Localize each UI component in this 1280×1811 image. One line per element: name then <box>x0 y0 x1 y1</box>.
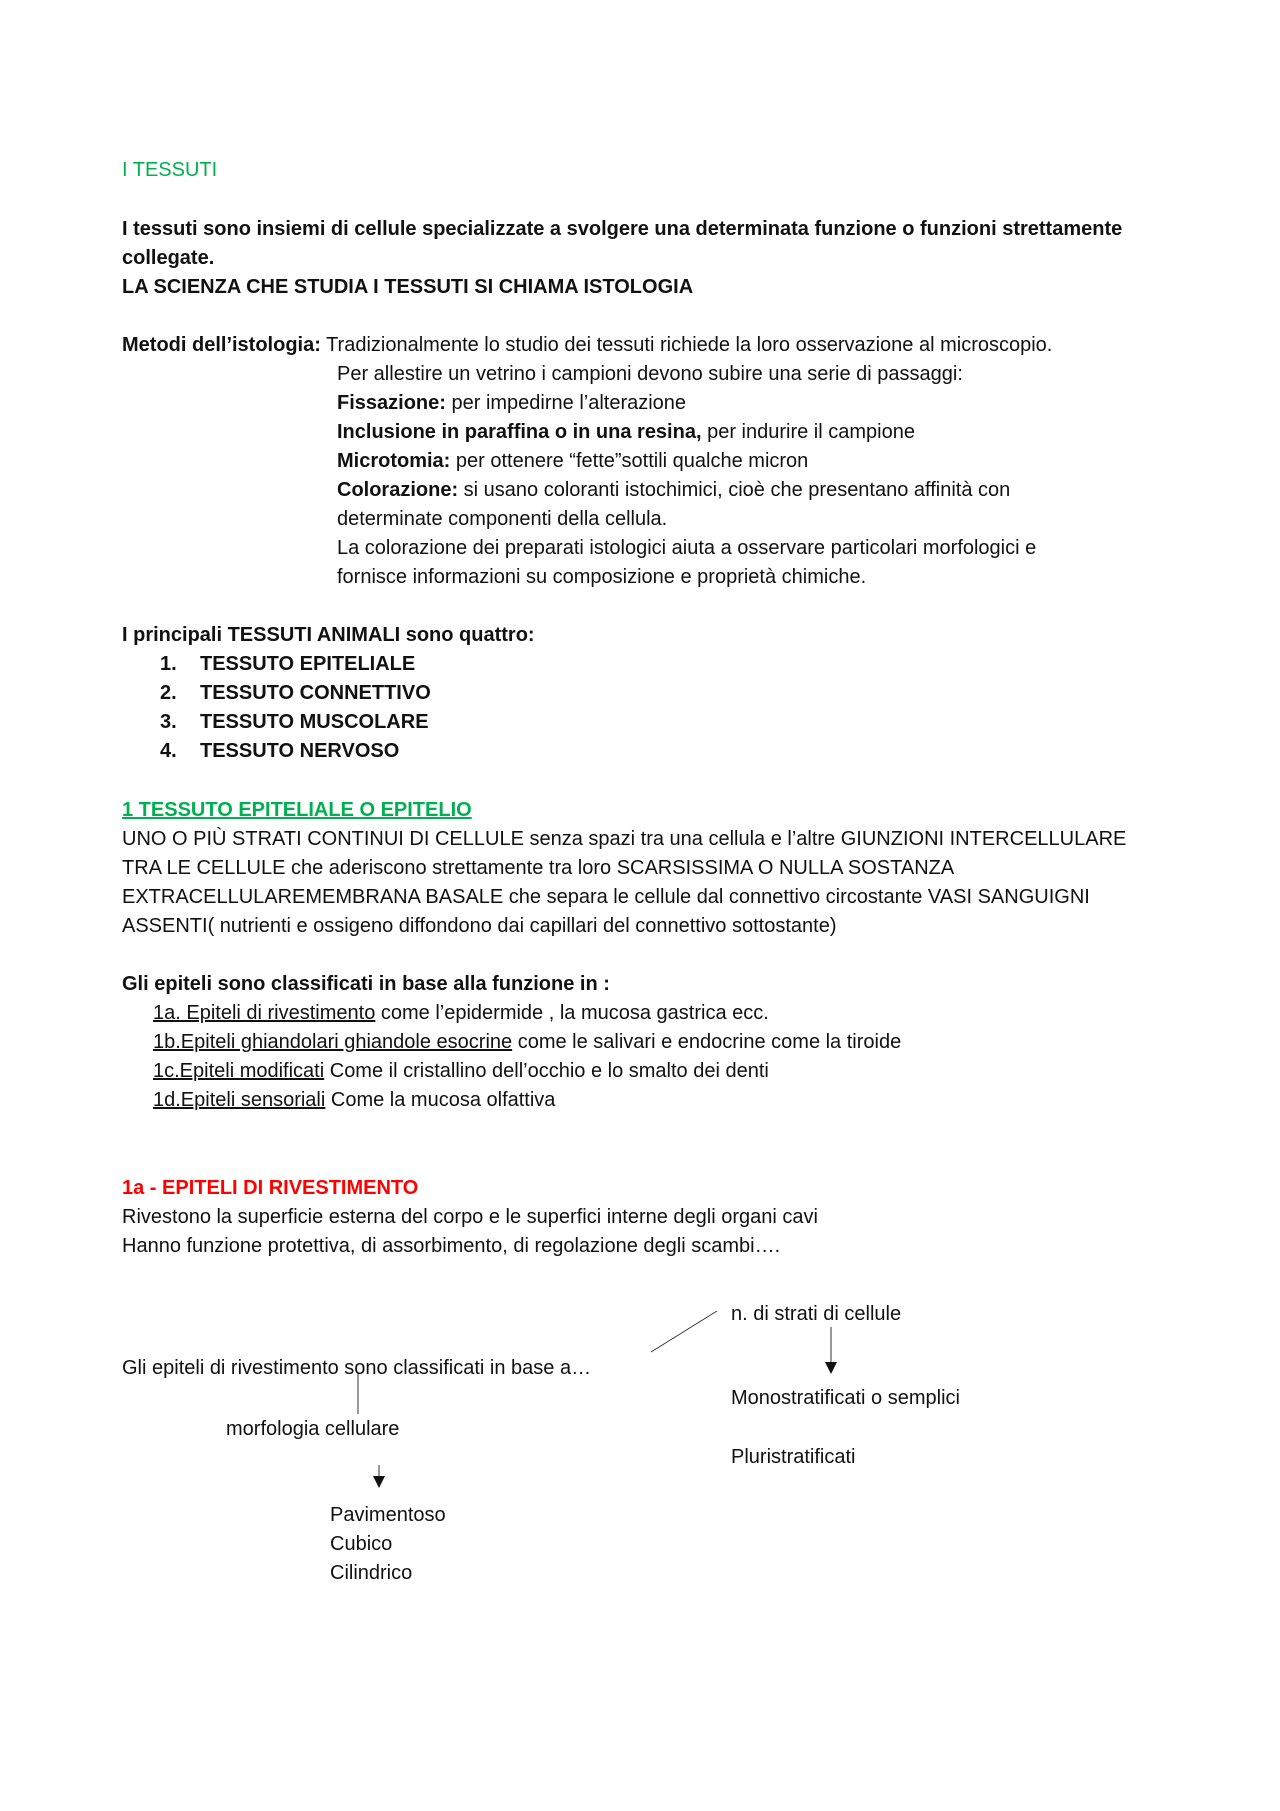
classificazione-item-link[interactable]: 1a. Epiteli di rivestimento <box>153 1002 376 1024</box>
intro-line-1: I tessuti sono insiemi di cellule specializzate a svolgere una determinata funzione o funzioni strettamente <box>122 218 1123 240</box>
microtomia-text: per ottenere “fette”sottili qualche micron <box>450 450 809 472</box>
classificazione-item-text: come le salivari e endocrine come la tiroide <box>512 1031 902 1053</box>
diagram-branch-strati: n. di strati di cellule <box>731 1303 902 1325</box>
epitelio-paragraph-4: ASSENTI( nutrienti e ossigeno diffondono dai capillari del connettivo sottostante) <box>122 915 837 937</box>
diagram-form: Cubico <box>330 1533 393 1555</box>
metodi-passaggi: Per allestire un vetrino i campioni devono subire una serie di passaggi: <box>337 363 963 385</box>
metodi-text: Tradizionalmente lo studio dei tessuti richiede la loro osservazione al microscopio. <box>320 334 1053 356</box>
classificazione-item-link[interactable]: 1b.Epiteli ghiandolari ghiandole esocrine <box>153 1031 513 1053</box>
classificazione-item-link[interactable]: 1d.Epiteli sensoriali <box>153 1089 326 1111</box>
diagram-form: Cilindrico <box>330 1562 413 1584</box>
inclusione-text: per indurire il campione <box>701 421 915 443</box>
epitelio-paragraph-2: TRA LE CELLULE che aderiscono strettamente tra loro SCARSISSIMA O NULLA SOSTANZA <box>122 857 955 879</box>
colorazione-text-2: determinate componenti della cellula. <box>337 508 668 530</box>
epitelio-heading: 1 TESSUTO EPITELIALE O EPITELIO <box>122 799 472 821</box>
list-item-number: 2. <box>160 682 177 704</box>
page-title: I TESSUTI <box>122 159 218 181</box>
diagram-pluri: Pluristratificati <box>731 1446 856 1468</box>
principali-heading: I principali TESSUTI ANIMALI sono quattro: <box>122 624 535 646</box>
list-item-number: 4. <box>160 740 177 762</box>
classificazione-item-link[interactable]: 1c.Epiteli modificati <box>153 1060 325 1082</box>
fissazione-label: Fissazione: <box>337 392 446 414</box>
epitelio-paragraph-3: EXTRACELLULAREMEMBRANA BASALE che separa le cellule dal connettivo circostante VASI SANGUIGNI <box>122 886 1090 908</box>
list-item-label: TESSUTO EPITELIALE <box>200 653 416 675</box>
list-item-label: TESSUTO NERVOSO <box>200 740 400 762</box>
list-item-number: 1. <box>160 653 177 675</box>
diagram-mono: Monostratificati o semplici <box>731 1387 960 1409</box>
arrow-down-icon <box>373 1476 385 1488</box>
diagram-branch-morfo: morfologia cellulare <box>226 1418 400 1440</box>
intro-line-2: collegate. <box>122 247 215 269</box>
classificazione-heading: Gli epiteli sono classificati in base alla funzione in : <box>122 973 610 995</box>
rivestimento-line-2: Hanno funzione protettiva, di assorbimento, di regolazione degli scambi…. <box>122 1235 781 1257</box>
microtomia-label: Microtomia: <box>337 450 451 472</box>
list-item-label: TESSUTO MUSCOLARE <box>200 711 429 733</box>
inclusione-label: Inclusione in paraffina o in una resina, <box>337 421 702 443</box>
connector-strati-line <box>651 1311 717 1352</box>
arrow-down-icon <box>825 1362 837 1374</box>
colorazione-note-2: fornisce informazioni su composizione e proprietà chimiche. <box>337 566 867 588</box>
epitelio-paragraph-1: UNO O PIÙ STRATI CONTINUI DI CELLULE senza spazi tra una cellula e l’altre GIUNZIONI INTERCELLULARE <box>122 828 1127 850</box>
diagram-form: Pavimentoso <box>330 1504 446 1526</box>
colorazione-label: Colorazione: <box>337 479 459 501</box>
colorazione-note-1: La colorazione dei preparati istologici aiuta a osservare particolari morfologici e <box>337 537 1037 559</box>
classificazione-item-text: Come la mucosa olfattiva <box>325 1089 556 1111</box>
classificazione-item-text: Come il cristallino dell’occhio e lo smalto dei denti <box>324 1060 769 1082</box>
list-item-number: 3. <box>160 711 177 733</box>
metodi-label: Metodi dell’istologia: <box>122 334 321 356</box>
fissazione-text: per impedirne l’alterazione <box>445 392 687 414</box>
diagram-root: Gli epiteli di rivestimento sono classificati in base a… <box>122 1357 592 1379</box>
list-item-label: TESSUTO CONNETTIVO <box>200 682 431 704</box>
rivestimento-heading: 1a - EPITELI DI RIVESTIMENTO <box>122 1177 419 1199</box>
rivestimento-line-1: Rivestono la superficie esterna del corpo e le superfici interne degli organi cavi <box>122 1206 818 1228</box>
colorazione-text: si usano coloranti istochimici, cioè che presentano affinità con <box>458 479 1011 501</box>
classificazione-item-text: come l’epidermide , la mucosa gastrica ecc. <box>375 1002 769 1024</box>
intro-line-3: LA SCIENZA CHE STUDIA I TESSUTI SI CHIAMA ISTOLOGIA <box>122 276 694 298</box>
